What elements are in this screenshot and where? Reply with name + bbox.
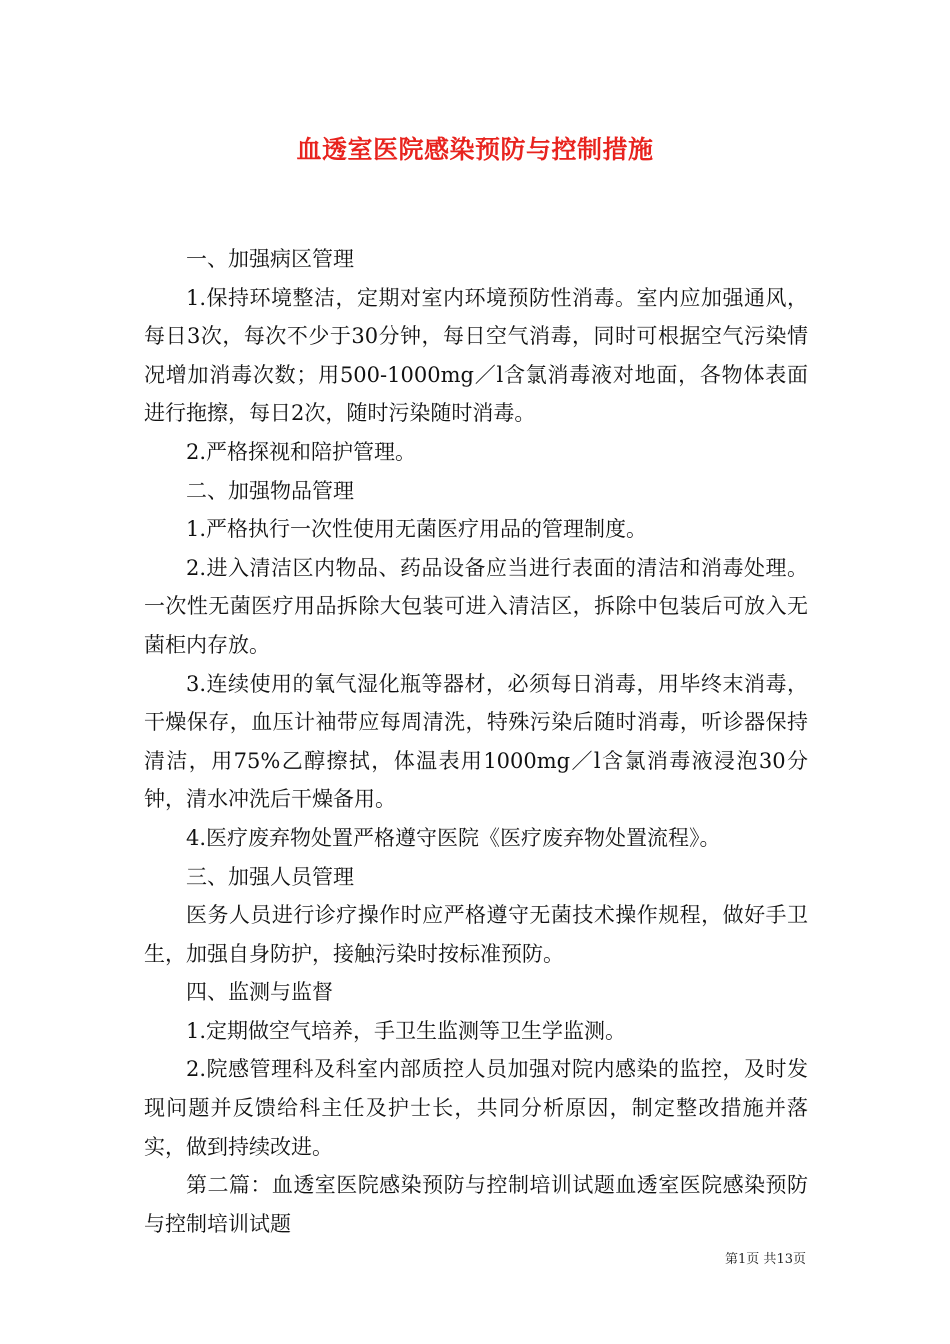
footer-middle: 页 共: [746, 1252, 777, 1267]
paragraph: 医务人员进行诊疗操作时应严格遵守无菌技术操作规程，做好手卫生，加强自身防护，接触污染时按标准预防。: [144, 903, 808, 966]
total-pages-number: 13: [776, 1252, 793, 1267]
paragraph: 1.保持环境整洁，定期对室内环境预防性消毒。室内应加强通风，每日3次，每次不少于30分钟，每日空气消毒，同时可根据空气污染情况增加消毒次数；用500-1000mg／l含氯消毒液对地面，各物体表面进行拖擦，每日2次，随时污染随时消毒。: [144, 285, 808, 426]
footer-suffix: 页: [792, 1252, 806, 1267]
paragraph: 2.严格探视和陪护管理。: [186, 439, 417, 464]
section-heading-4: 四、监测与监督: [186, 980, 333, 1005]
paragraph: 第二篇：血透室医院感染预防与控制培训试题血透室医院感染预防与控制培训试题: [144, 1173, 808, 1236]
section-heading-3: 三、加强人员管理: [186, 864, 354, 889]
paragraph: 3.连续使用的氧气湿化瓶等器材，必须每日消毒，用毕终末消毒，干燥保存，血压计袖带应每周清洗，特殊污染后随时消毒，听诊器保持清洁，用75%乙醇擦拭，体温表用1000mg／l含氯消毒液浸泡30分钟，清水冲洗后干燥备用。: [144, 671, 808, 812]
document-title: 血透室医院感染预防与控制措施: [296, 135, 654, 164]
section-heading-2: 二、加强物品管理: [186, 478, 354, 503]
footer-prefix: 第: [725, 1252, 739, 1267]
document-body: [144, 240, 808, 1243]
paragraph: 4.医疗废弃物处置严格遵守医院《医疗废弃物处置流程》。: [186, 825, 721, 850]
current-page-number: 1: [738, 1252, 747, 1267]
page-number-footer: [725, 1248, 806, 1267]
paragraph: 1.严格执行一次性使用无菌医疗用品的管理制度。: [186, 517, 648, 542]
section-heading-1: 一、加强病区管理: [186, 247, 354, 271]
paragraph: 2.进入清洁区内物品、药品设备应当进行表面的清洁和消毒处理。一次性无菌医疗用品拆除大包装可进入清洁区，拆除中包装后可放入无菌柜内存放。: [144, 555, 808, 657]
paragraph: 2.院感管理科及科室内部质控人员加强对院内感染的监控，及时发现问题并反馈给科主任及护士长，共同分析原因，制定整改措施并落实，做到持续改进。: [144, 1057, 808, 1159]
paragraph: 1.定期做空气培养，手卫生监测等卫生学监测。: [186, 1018, 627, 1043]
